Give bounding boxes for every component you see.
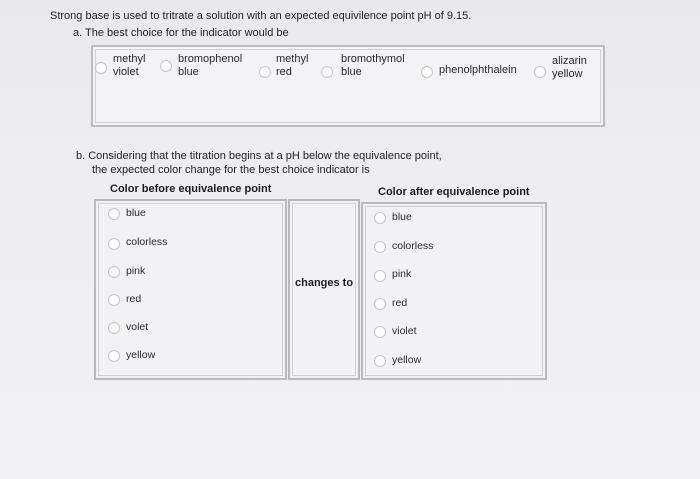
- radio-before-colorless[interactable]: [108, 238, 120, 250]
- before-option-volet: volet: [126, 321, 149, 333]
- before-option-red: red: [126, 293, 142, 305]
- radio-indicator-methyl-violet[interactable]: [95, 62, 107, 74]
- middle-frame: [288, 199, 360, 380]
- radio-after-blue[interactable]: [374, 212, 386, 224]
- radio-after-colorless[interactable]: [374, 241, 386, 253]
- part-b-prompt: b. Considering that the titration begins at a pH below the equivalence point,: [76, 150, 442, 162]
- changes-to-label: changes to: [295, 277, 354, 289]
- part-a-prompt: a. The best choice for the indicator would be: [73, 27, 289, 39]
- after-option-yellow: yellow: [392, 354, 422, 366]
- radio-before-blue[interactable]: [108, 208, 120, 220]
- radio-indicator-bromophenol-blue[interactable]: [160, 60, 172, 72]
- before-option-pink: pink: [126, 265, 146, 277]
- radio-indicator-phenolphthalein[interactable]: [421, 66, 433, 78]
- after-color-frame: [361, 202, 547, 380]
- radio-indicator-alizarin-yellow[interactable]: [534, 66, 546, 78]
- radio-before-volet[interactable]: [108, 322, 120, 334]
- before-color-frame: [94, 199, 287, 380]
- indicator-alizarin-yellow-label: alizarin yellow: [552, 55, 587, 80]
- after-option-blue: blue: [392, 211, 412, 223]
- after-option-red: red: [392, 297, 408, 309]
- part-b-prompt-line2: the expected color change for the best choice indicator is: [92, 164, 370, 176]
- header-color-before: Color before equivalence point: [110, 183, 272, 195]
- before-option-colorless: colorless: [126, 236, 168, 248]
- after-option-colorless: colorless: [392, 240, 434, 252]
- radio-before-red[interactable]: [108, 294, 120, 306]
- question-stem: Strong base is used to tritrate a solution with an expected equivilence point pH of 9.15.: [50, 10, 472, 22]
- indicator-methyl-violet-label: methyl violet: [113, 53, 146, 78]
- radio-before-pink[interactable]: [108, 266, 120, 278]
- radio-after-pink[interactable]: [374, 270, 386, 282]
- indicator-phenolphthalein-label: phenolphthalein: [439, 64, 517, 76]
- indicator-bromophenol-blue-label: bromophenol blue: [178, 53, 243, 78]
- indicator-bromothymol-blue-label: bromothymol blue: [341, 53, 405, 78]
- after-option-violet: violet: [392, 325, 417, 337]
- radio-after-yellow[interactable]: [374, 355, 386, 367]
- before-option-blue: blue: [126, 207, 146, 219]
- after-option-pink: pink: [392, 268, 412, 280]
- radio-before-yellow[interactable]: [108, 350, 120, 362]
- radio-indicator-bromothymol-blue[interactable]: [321, 66, 333, 78]
- radio-indicator-methyl-red[interactable]: [259, 66, 271, 78]
- header-color-after: Color after equivalence point: [378, 186, 530, 198]
- radio-after-red[interactable]: [374, 298, 386, 310]
- indicator-methyl-red-label: methyl red: [276, 53, 309, 78]
- radio-after-violet[interactable]: [374, 326, 386, 338]
- before-option-yellow: yellow: [126, 349, 156, 361]
